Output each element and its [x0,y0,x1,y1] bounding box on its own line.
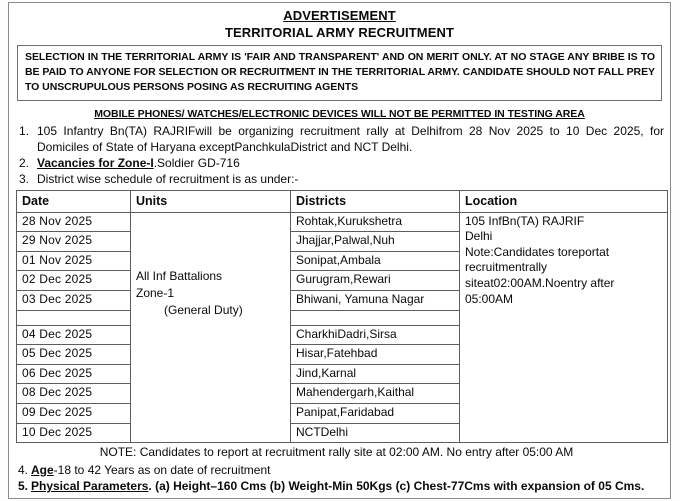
cell-date-spacer [17,310,131,325]
cell-districts: Gurugram,Rewari [291,271,460,291]
cell-districts: Bhiwani, Yamuna Nagar [291,290,460,310]
cell-districts: Panipat,Faridabad [291,403,460,423]
table-header-row [17,191,668,212]
clause-4-body [31,462,270,478]
document-heading [15,7,664,40]
location-line-6: 05:00AM [465,291,514,306]
document-frame [8,2,671,499]
clause-2-body [37,155,664,171]
physical-parameters-heading: Physical Parameters [31,478,149,493]
schedule-table-head [17,191,668,212]
table-row [17,212,668,232]
vacancies-zone-heading: Vacancies for Zone-I [37,156,154,171]
cell-date: 02 Dec 2025 [17,271,131,291]
clause-item-1 [15,123,664,155]
selection-warning-box [17,45,662,101]
location-line-4: recruitmentrally [465,260,548,275]
footer-clause-list [15,462,664,494]
cell-date: 03 Dec 2025 [17,290,131,310]
cell-districts: Rohtak,Kurukshetra [291,212,460,232]
clause-5-body [31,478,644,494]
column-header-units: Units [131,191,291,212]
schedule-table-wrapper [15,190,664,443]
units-line-1: All Inf Battalions [136,268,223,283]
cell-date: 01 Nov 2025 [17,251,131,271]
vacancies-zone-text: .Soldier GD-716 [153,156,240,171]
cell-units [131,212,291,443]
physical-parameters-text: . (a) Height–160 Cms (b) Weight-Min 50Kgs (c) Chest-77Cms with expansion of 05 Cms. [148,478,645,493]
clause-1-marker: 1. [19,124,30,139]
page-subtitle: TERRITORIAL ARMY RECRUITMENT [224,25,455,41]
cell-districts-spacer [291,310,460,325]
cell-districts: Jhajjar,Palwal,Nuh [291,232,460,252]
schedule-table-body [17,212,668,443]
clause-1-text: 105 Infantry Bn(TA) RAJRIFwill be organizing recruitment rally at Delhifrom 28 Nov 2025 to 10 Dec 2025, for Domiciles of State of Haryana exceptPanchkulaDistrict and NCT Delhi. [37,124,664,155]
clause-item-5 [15,478,664,494]
selection-warning-text: SELECTION IN THE TERRITORIAL ARMY IS 'FAIR AND TRANSPARENT' AND ON MERIT ONLY. AT NO STAGE ANY BRIBE IS TO BE PAID TO ANYONE FOR SELECTION OR RECRUITMENT IN THE TERRITORIAL ARMY. CANDIDATE SHOULD NOT FALL PREY TO UNSCRUPULOUS PERSONS POSING AS RECRUITING AGENTS [25,51,655,94]
clause-item-2 [15,155,664,171]
cell-date: 08 Dec 2025 [17,384,131,404]
clause-item-3 [15,171,664,187]
units-line-3: (General Duty) [164,303,243,318]
cell-date: 09 Dec 2025 [17,403,131,423]
cell-districts: CharkhiDadri,Sirsa [291,325,460,345]
recruitment-schedule-table [16,190,668,443]
cell-districts: Mahendergarh,Kaithal [291,384,460,404]
page-title: ADVERTISEMENT [283,8,396,23]
clause-3-marker: 3. [19,172,30,187]
location-line-3: Note:Candidates toreportat [465,244,610,259]
title-main-wrapper [15,7,664,24]
column-header-districts: Districts [291,191,460,212]
age-heading: Age [31,462,54,477]
mobile-devices-notice-text: MOBILE PHONES/ WATCHES/ELECTRONIC DEVICES WILL NOT BE PERMITTED IN TESTING AREA [94,108,585,121]
clause-2-marker: 2. [19,156,30,171]
cell-districts: NCTDelhi [291,423,460,443]
units-line-2: Zone-1 [136,285,175,300]
cell-date: 10 Dec 2025 [17,423,131,443]
mobile-devices-notice [15,108,664,120]
clause-4-marker: 4. [18,462,29,477]
clause-list [15,123,664,187]
clause-3-text: District wise schedule of recruitment is as under:- [37,172,299,187]
cell-date: 04 Dec 2025 [17,325,131,345]
cell-districts: Hisar,Fatehbad [291,345,460,365]
column-header-location: Location [460,191,668,212]
document-body [9,3,670,494]
cell-location [460,212,668,443]
table-note: NOTE: Candidates to report at recruitment rally site at 02:00 AM. No entry after 05:00 AM [99,445,574,460]
location-line-1: 105 InfBn(TA) RAJRIF [465,213,585,228]
age-text: -18 to 42 Years as on date of recruitment [53,462,271,477]
column-header-date: Date [17,191,131,212]
cell-date: 29 Nov 2025 [17,232,131,252]
location-line-5: siteat02:00AM.Noentry after [465,275,615,290]
cell-districts: Jind,Karnal [291,364,460,384]
cell-districts: Sonipat,Ambala [291,251,460,271]
cell-date: 05 Dec 2025 [17,345,131,365]
location-line-2: Delhi [465,229,493,244]
clause-item-4 [15,462,664,478]
units-text-block [136,214,286,320]
cell-date: 28 Nov 2025 [17,212,131,232]
clause-5-marker: 5. [18,478,29,493]
cell-date: 06 Dec 2025 [17,364,131,384]
